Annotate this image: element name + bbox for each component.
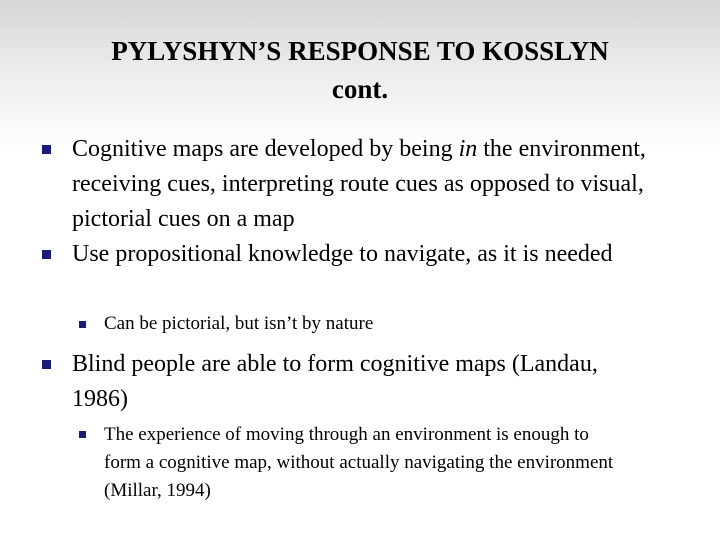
bullet-1-emphasis: in (458, 136, 478, 162)
bullet-1-text-pre: Cognitive maps are developed by being (72, 136, 459, 162)
square-bullet-icon (79, 321, 86, 328)
title-line-2: cont. (331, 74, 389, 104)
title-line-1: PYLYSHYN’S RESPONSE TO KOSSLYN (111, 36, 609, 66)
sub-bullet-3a: The experience of moving through an environment is enough to form a cognitive map, without actually navigating the environment (Millar, 1994) (104, 424, 614, 501)
bullet-1-text-post: the environment, receiving cues, interpreting route cues as opposed to visual, pictorial cues on a map (72, 136, 646, 232)
sub-bullet-2a: Can be pictorial, but isn’t by nature (104, 313, 374, 334)
slide-title (40, 32, 680, 108)
square-bullet-icon (42, 145, 51, 154)
square-bullet-icon (42, 360, 51, 369)
bullet-1 (72, 132, 672, 237)
square-bullet-icon (42, 250, 51, 259)
bullet-3: Blind people are able to form cognitive maps (Landau, 1986) (72, 351, 598, 412)
bullet-2: Use propositional knowledge to navigate, as it is needed (72, 241, 613, 267)
square-bullet-icon (79, 431, 86, 438)
